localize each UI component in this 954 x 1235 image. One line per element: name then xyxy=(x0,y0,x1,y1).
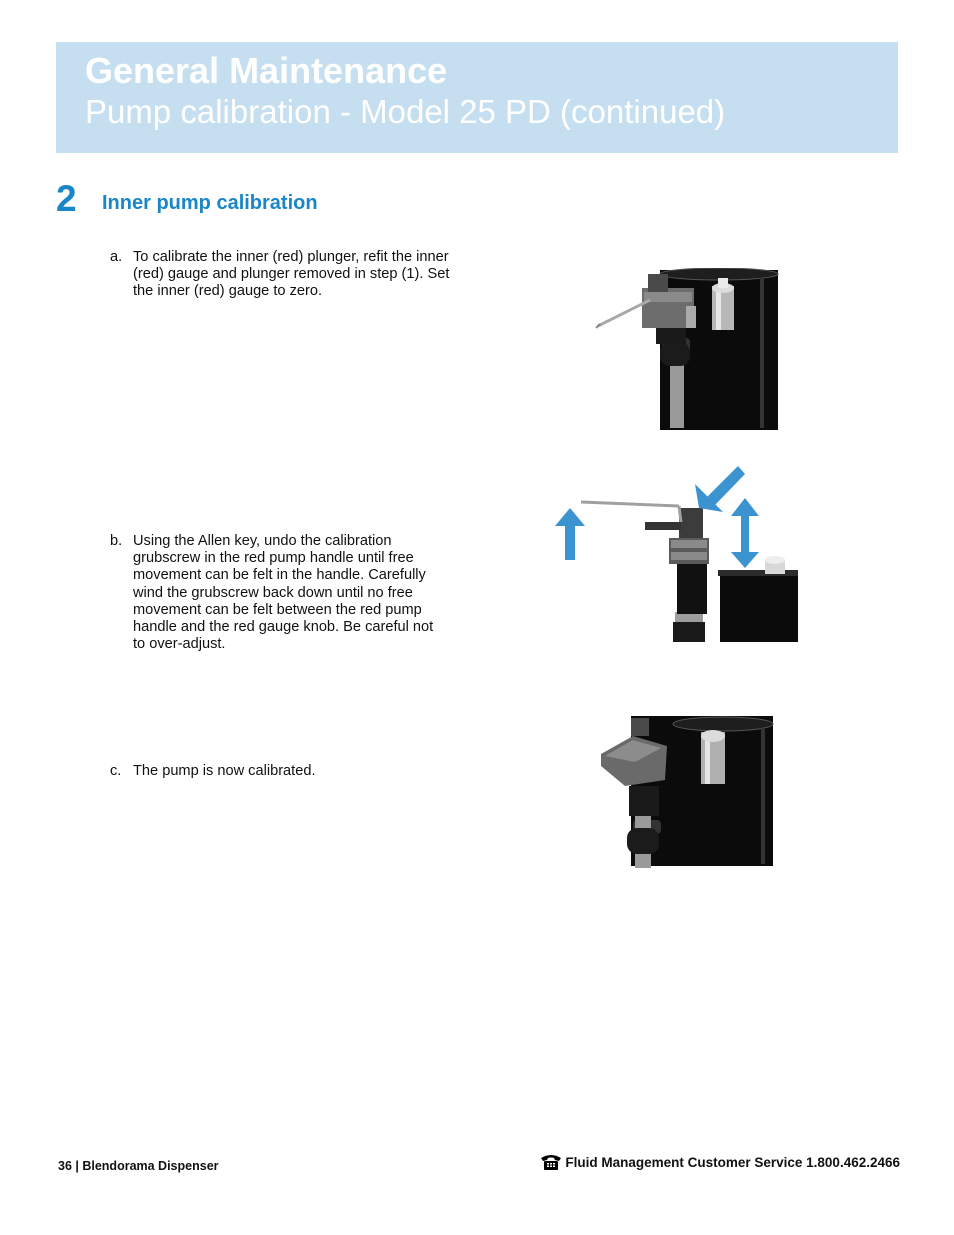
step-text xyxy=(133,763,316,780)
step-line: handle and the red gauge knob. Be careful not xyxy=(133,619,434,636)
page-subtitle: Pump calibration - Model 25 PD (continued) xyxy=(85,93,726,130)
section-number: 2 xyxy=(56,178,77,219)
step-letter: c. xyxy=(110,763,122,779)
step-line: movement can be felt in the handle. Carefully xyxy=(133,567,426,584)
step-line: wind the grubscrew back down until no free xyxy=(133,584,413,601)
telephone-icon xyxy=(540,1153,562,1171)
step-line: Using the Allen key, undo the calibration xyxy=(133,533,392,549)
step-line: to over-adjust. xyxy=(133,636,226,653)
step-line: movement can be felt between the red pump xyxy=(133,601,422,618)
page-header xyxy=(56,42,898,153)
step-a xyxy=(110,249,480,303)
customer-service-text: Fluid Management Customer Service 1.800.462.2466 xyxy=(565,1154,900,1170)
step-c xyxy=(110,763,480,783)
step-line: The pump is now calibrated. xyxy=(133,763,316,779)
step-line: the inner (red) gauge to zero. xyxy=(133,283,323,300)
page-title: General Maintenance xyxy=(85,50,448,91)
step-letter: a. xyxy=(110,249,123,265)
step-letter: b. xyxy=(110,533,123,549)
step-b xyxy=(110,533,480,655)
step-text xyxy=(133,533,433,653)
figure-pump-calibrated xyxy=(595,716,775,868)
step-text xyxy=(133,249,449,301)
figure-inner-gauge-refitted xyxy=(590,268,785,430)
page-footer-left: 36 | Blendorama Dispenser xyxy=(58,1159,219,1173)
step-line: grubscrew in the red pump handle until free xyxy=(133,550,414,567)
step-line: To calibrate the inner (red) plunger, refit the inner xyxy=(133,249,449,265)
section-title: Inner pump calibration xyxy=(102,192,318,214)
step-line: (red) gauge and plunger removed in step (1). Set xyxy=(133,266,450,283)
figure-allen-key-adjustment xyxy=(555,462,800,642)
page-footer-right xyxy=(540,1153,900,1171)
